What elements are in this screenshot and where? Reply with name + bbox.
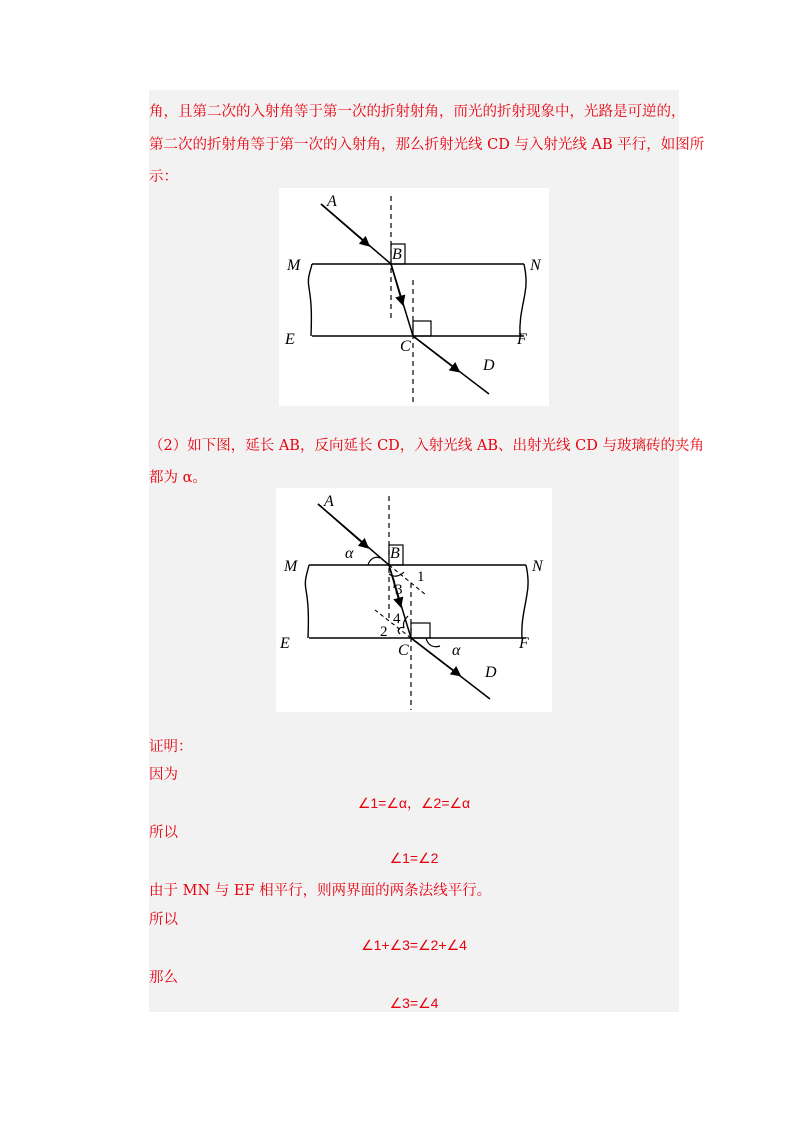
label-m: M xyxy=(287,257,301,274)
paragraph2-line1: （2）如下图，延长 AB，反向延长 CD，入射光线 AB、出射光线 CD 与玻璃砖的夹角 xyxy=(149,438,704,454)
label-a: A xyxy=(327,193,337,210)
figure-2 xyxy=(276,488,552,712)
right-angle-c xyxy=(413,321,431,336)
label-alpha-top: α xyxy=(345,545,354,562)
paragraph1-line2: 第二次的折射角等于第一次的入射角，那么折射光线 CD 与入射光线 AB 平行，如图所 xyxy=(149,137,705,153)
slab-right-edge xyxy=(520,264,526,336)
label-e: E xyxy=(285,331,295,348)
label-angle-2: 2 xyxy=(380,624,388,640)
label-c: C xyxy=(398,642,409,659)
proof-equation-2: ∠1=∠2 xyxy=(389,850,439,866)
slab-right-edge xyxy=(522,565,528,638)
proof-then: 那么 xyxy=(149,970,178,986)
label-c: C xyxy=(400,338,411,355)
figure-1-diagram xyxy=(279,188,549,406)
label-angle-3: 3 xyxy=(395,582,403,598)
figure-1 xyxy=(279,188,549,406)
proof-because: 因为 xyxy=(149,767,178,783)
label-e: E xyxy=(280,635,290,652)
arc-alpha-bottom xyxy=(426,638,440,647)
paragraph1-line1: 角，且第二次的入射角等于第一次的折射射角，而光的折射现象中，光路是可逆的， xyxy=(149,104,686,120)
label-d: D xyxy=(483,357,495,374)
arc-alpha-top xyxy=(368,557,380,565)
proof-equation-4: ∠3=∠4 xyxy=(389,995,439,1011)
slab-left-edge xyxy=(308,264,312,336)
slab-left-edge xyxy=(305,565,309,638)
proof-equation-3: ∠1+∠3=∠2+∠4 xyxy=(361,937,467,953)
proof-equation-1: ∠1=∠α，∠2=∠α xyxy=(357,795,471,811)
label-n: N xyxy=(530,257,541,274)
label-n: N xyxy=(532,558,543,575)
label-f: F xyxy=(519,635,529,652)
label-m: M xyxy=(284,558,298,575)
label-angle-4: 4 xyxy=(393,611,401,627)
right-angle-c xyxy=(411,623,430,638)
label-a: A xyxy=(324,493,334,510)
proof-reason: 由于 MN 与 EF 相平行，则两界面的两条法线平行。 xyxy=(149,883,492,899)
paragraph1-line3: 示： xyxy=(149,169,178,185)
paragraph2-line2: 都为 α。 xyxy=(149,470,207,486)
label-b: B xyxy=(390,545,400,562)
arc-2 xyxy=(398,627,404,634)
proof-so-2: 所以 xyxy=(149,912,178,928)
label-d: D xyxy=(485,664,497,681)
proof-so-1: 所以 xyxy=(149,825,178,841)
label-alpha-bottom: α xyxy=(452,642,461,659)
proof-heading: 证明： xyxy=(149,739,193,755)
figure-2-diagram xyxy=(276,488,552,712)
label-b: B xyxy=(392,246,402,263)
label-f: F xyxy=(517,331,527,348)
label-angle-1: 1 xyxy=(417,569,425,585)
